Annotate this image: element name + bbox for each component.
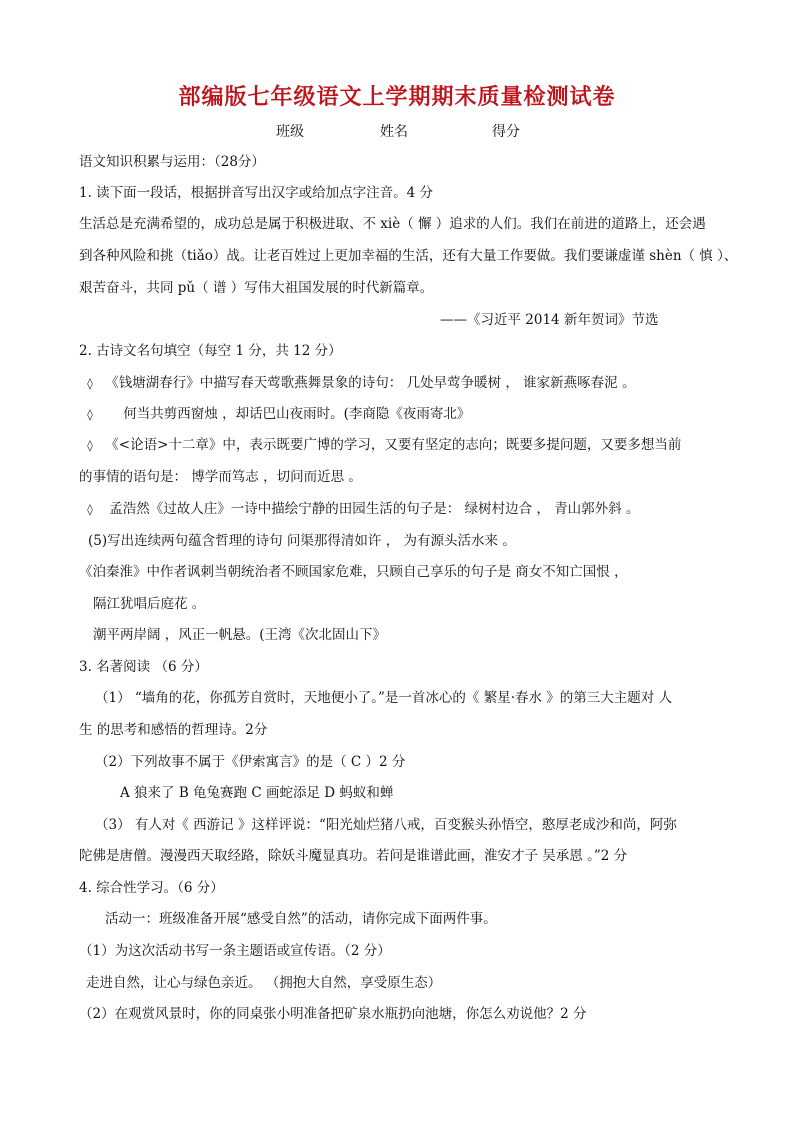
q2-item-4-text: 孟浩然《过故人庄》一诗中描绘宁静的田园生活的句子是： 绿树村边合 ， 青山郭外斜 。 <box>109 501 640 517</box>
bullet-icon: ◊ <box>87 503 93 516</box>
q2-item-3-line2: 的事情的语句是： 博学而笃志 ，切问而近思 。 <box>79 469 362 485</box>
bullet-icon: ◊ <box>87 439 93 452</box>
q2-item-3-line1 <box>79 435 681 456</box>
q4-answer1: 走进自然，让心与绿色亲近。 （拥抱大自然，享受原生态） <box>86 975 442 991</box>
q3-sub1-line2: 生 的思考和感悟的哲理诗。2分 <box>79 722 268 738</box>
q1-passage-line2: 到各种风险和挑（tiǎo）战。让老百姓过上更加幸福的生活，还有大量工作要做。我们要谦虚谨 shèn（ 慎 ）、 <box>79 248 738 264</box>
q1-prompt: 1. 读下面一段话，根据拼音写出汉字或给加点字注音。4 分 <box>79 185 434 201</box>
bullet-icon: ◊ <box>87 377 93 390</box>
q2-item-3-text: 《<论语>十二章》中，表示既要广博的学习，又要有坚定的志向；既要多提问题，又要多想当前 <box>105 437 682 453</box>
q1-passage-line3: 艰苦奋斗，共同 pǔ（ 谱 ）写伟大祖国发展的时代新篇章。 <box>79 280 434 296</box>
q3-sub1-line1: （1） “墙角的花，你孤芳自赏时，天地便小了。”是一首冰心的《 繁星·春水 》的第三大主题对 人 <box>95 690 673 706</box>
q2-item-1-text: 《钱塘湖春行》中描写春天莺歌燕舞景象的诗句： 几处早莺争暖树 ， 谁家新燕啄春泥 。 <box>105 375 636 391</box>
q4-prompt: 4. 综合性学习。（6 分） <box>79 880 224 896</box>
q4-activity: 活动一：班级准备开展“感受自然”的活动，请你完成下面两件事。 <box>105 911 497 927</box>
q1-passage-line1: 生活总是充满希望的，成功总是属于积极进取、不 xiè（ 懈 ）追求的人们。我们在前进的道路上，还会遇 <box>79 216 706 232</box>
q3-sub3-line1: （3） 有人对《 西游记 》这样评说：“阳光灿烂猪八戒，百变猴头孙悟空，憨厚老成沙和尚，阿弥 <box>95 817 677 833</box>
q3-prompt: 3. 名著阅读 （6 分） <box>79 659 208 675</box>
q2-item-2 <box>79 404 470 425</box>
q4-sub1: （1）为这次活动书写一条主题语或宣传语。（2 分） <box>79 943 391 959</box>
q2-item-1 <box>79 373 635 394</box>
class-label: 班级 <box>276 124 304 140</box>
q2-item-7: 潮平两岸阔 ，风正一帆悬。(王湾《次北固山下》 <box>93 627 387 643</box>
q2-item-5: (5)写出连续两句蕴含哲理的诗句 问渠那得清如许 ， 为有源头活水来 。 <box>88 533 516 549</box>
bullet-icon: ◊ <box>87 408 93 421</box>
q1-source: ——《习近平 2014 新年贺词》节选 <box>440 312 659 328</box>
q2-item-6-line2: 隔江犹唱后庭花 。 <box>93 596 206 612</box>
page-title: 部编版七年级语文上学期期末质量检测试卷 <box>178 85 616 110</box>
student-info-row <box>0 121 794 141</box>
q2-item-2-text: 何当共剪西窗烛 ，却话巴山夜雨时。(李商隐《夜雨寄北》 <box>123 406 471 422</box>
q2-prompt: 2. 古诗文名句填空（每空 1 分，共 12 分） <box>79 343 342 359</box>
q2-item-6-line1: 《泊秦淮》中作者讽刺当朝统治者不顾国家危难，只顾自己享乐的句子是 商女不知亡国恨 ， <box>79 564 628 580</box>
section-heading: 语文知识积累与运用：（28分） <box>79 154 265 170</box>
q3-sub3-line2: 陀佛是唐僧。漫漫西天取经路，除妖斗魔显真功。若问是谁谱此画，淮安才子 吴承恩 。”2 分 <box>79 848 628 864</box>
name-label: 姓名 <box>380 124 408 140</box>
q3-options: A 狼来了 B 龟兔赛跑 C 画蛇添足 D 蚂蚁和蝉 <box>120 785 394 801</box>
q3-sub2: （2）下列故事不属于《伊索寓言》的是（ C ）2 分 <box>95 754 406 770</box>
q2-item-4 <box>79 499 639 520</box>
score-label: 得分 <box>492 124 520 140</box>
q4-sub2: （2）在观赏风景时，你的同桌张小明准备把矿泉水瓶扔向池塘，你怎么劝说他？2 分 <box>79 1006 587 1022</box>
